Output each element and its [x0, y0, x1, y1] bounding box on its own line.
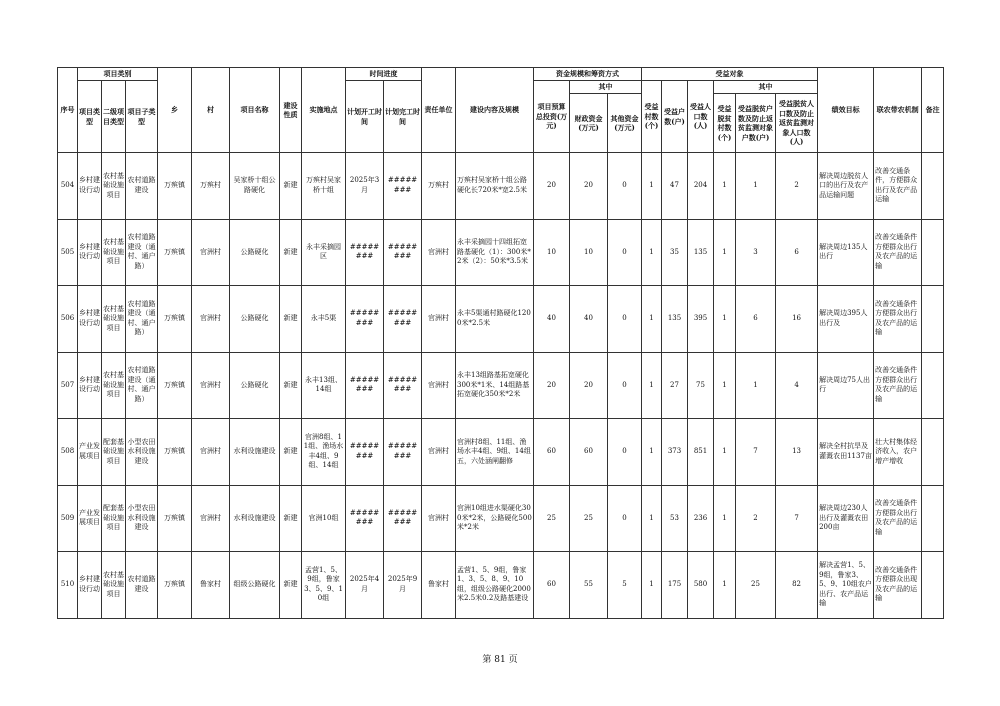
cell-project-name: 水利设施建设 — [230, 419, 280, 486]
cell-construction-nature: 新建 — [280, 552, 302, 619]
cell-village: 官洲村 — [192, 352, 230, 419]
cell-benefit-households: 27 — [662, 352, 688, 419]
cell-poor-households: 6 — [736, 286, 776, 353]
header-responsible-unit: 责任单位 — [422, 68, 456, 153]
cell-township: 万殡镇 — [158, 352, 192, 419]
cell-construction-nature: 新建 — [280, 352, 302, 419]
cell-project-name: 公路硬化 — [230, 286, 280, 353]
cell-benefit-households: 135 — [662, 286, 688, 353]
cell-second-level-type: 农村基础设施项目 — [102, 219, 126, 286]
cell-village: 万殡村 — [192, 153, 230, 220]
cell-subtype: 农村道路建设（通村、通户路） — [126, 219, 158, 286]
cell-poor-population: 82 — [776, 552, 818, 619]
cell-content-scale: 永丰采摘园十四组拓宽路基硬化（1）：300米*2米（2）：50米*3.5米 — [456, 219, 534, 286]
cell-fiscal-funds: 20 — [570, 153, 608, 220]
cell-total-budget: 60 — [534, 419, 570, 486]
cell-poor-villages: 1 — [714, 352, 736, 419]
cell-project-type: 乡村建设行动 — [78, 153, 102, 220]
cell-total-budget: 10 — [534, 219, 570, 286]
cell-benefit-villages: 1 — [642, 153, 662, 220]
table-row — [58, 419, 944, 486]
cell-benefit-population: 135 — [688, 219, 714, 286]
cell-planned-start: 2025年3月 — [346, 153, 384, 220]
header-total-budget: 项目预算总投资(万元) — [534, 81, 570, 153]
cell-second-level-type: 配套基础设施项目 — [102, 419, 126, 486]
cell-village: 官洲村 — [192, 286, 230, 353]
cell-fiscal-funds: 40 — [570, 286, 608, 353]
cell-other-funds: 0 — [608, 219, 642, 286]
cell-subtype: 小型农田水利设施建设 — [126, 419, 158, 486]
cell-responsible-unit: 官洲村 — [422, 485, 456, 552]
cell-seq: 508 — [58, 419, 78, 486]
header-funding-of-which: 其中 — [570, 81, 642, 94]
cell-remarks — [922, 485, 944, 552]
cell-poor-households: 25 — [736, 552, 776, 619]
cell-poor-households: 2 — [736, 485, 776, 552]
cell-planned-start: ######## — [346, 219, 384, 286]
header-farmer-mechanism: 联农带农机制 — [874, 68, 922, 153]
header-location: 实施地点 — [302, 68, 346, 153]
cell-responsible-unit: 官洲村 — [422, 419, 456, 486]
cell-construction-nature: 新建 — [280, 286, 302, 353]
cell-poor-households: 1 — [736, 352, 776, 419]
cell-performance-goal: 解决孟营1、5、9组，鲁家3、5、9、10组农户出行、农产品运输 — [818, 552, 874, 619]
cell-village: 官洲村 — [192, 219, 230, 286]
cell-planned-start: ######## — [346, 419, 384, 486]
cell-benefit-households: 175 — [662, 552, 688, 619]
header-poor-villages: 受益脱贫村数(个) — [714, 94, 736, 153]
cell-second-level-type: 配套基础设施项目 — [102, 485, 126, 552]
header-subtype: 项目子类型 — [126, 81, 158, 153]
cell-performance-goal: 解决周边135人出行 — [818, 219, 874, 286]
cell-location: 永丰采摘园区 — [302, 219, 346, 286]
cell-project-name: 公路硬化 — [230, 219, 280, 286]
cell-seq: 504 — [58, 153, 78, 220]
cell-other-funds: 0 — [608, 352, 642, 419]
project-table-sheet — [57, 67, 943, 619]
cell-location: 永丰5渠 — [302, 286, 346, 353]
cell-planned-start: ######## — [346, 485, 384, 552]
cell-second-level-type: 农村基础设施项目 — [102, 552, 126, 619]
cell-fiscal-funds: 20 — [570, 352, 608, 419]
cell-fiscal-funds: 10 — [570, 219, 608, 286]
cell-planned-finish: ######## — [384, 485, 422, 552]
header-benefit-population: 受益人口数(人) — [688, 81, 714, 153]
cell-seq: 509 — [58, 485, 78, 552]
cell-farmer-mechanism: 改善交通条件方便群众出行及农产品的运输 — [874, 485, 922, 552]
cell-construction-nature: 新建 — [280, 485, 302, 552]
cell-benefit-households: 53 — [662, 485, 688, 552]
cell-project-type: 产业发展项目 — [78, 419, 102, 486]
cell-subtype: 小型农田水利设施建设 — [126, 485, 158, 552]
header-beneficiaries: 受益对象 — [642, 68, 818, 81]
cell-poor-population: 13 — [776, 419, 818, 486]
header-remarks: 备注 — [922, 68, 944, 153]
header-project-category: 项目类别 — [78, 68, 158, 81]
cell-poor-households: 1 — [736, 153, 776, 220]
cell-content-scale: 永丰5渠通村路硬化1200米*2.5米 — [456, 286, 534, 353]
cell-poor-population: 7 — [776, 485, 818, 552]
cell-other-funds: 0 — [608, 153, 642, 220]
cell-benefit-population: 395 — [688, 286, 714, 353]
cell-project-name: 水利设施建设 — [230, 485, 280, 552]
cell-planned-start: 2025年4月 — [346, 552, 384, 619]
cell-planned-finish: 2025年9月 — [384, 552, 422, 619]
cell-farmer-mechanism: 改善交通条件方便群众出行及农产品的运输 — [874, 219, 922, 286]
cell-poor-villages: 1 — [714, 219, 736, 286]
cell-benefit-households: 47 — [662, 153, 688, 220]
cell-benefit-population: 580 — [688, 552, 714, 619]
header-construction-nature: 建设性质 — [280, 68, 302, 153]
cell-benefit-villages: 1 — [642, 485, 662, 552]
header-funding: 资金规模和筹资方式 — [534, 68, 642, 81]
cell-benefit-villages: 1 — [642, 219, 662, 286]
cell-planned-finish: ######## — [384, 419, 422, 486]
table-row — [58, 153, 944, 220]
cell-responsible-unit: 官洲村 — [422, 352, 456, 419]
cell-project-name: 吴家桥十组公路硬化 — [230, 153, 280, 220]
header-other-funds: 其他资金(万元) — [608, 94, 642, 153]
cell-fiscal-funds: 25 — [570, 485, 608, 552]
cell-poor-population: 4 — [776, 352, 818, 419]
cell-content-scale: 官洲10组进水渠硬化300米*2米，公路硬化500米*2米 — [456, 485, 534, 552]
cell-seq: 507 — [58, 352, 78, 419]
header-township: 乡 — [158, 68, 192, 153]
header-planned-finish: 计划完工时间 — [384, 81, 422, 153]
cell-project-type: 产业发展项目 — [78, 485, 102, 552]
cell-remarks — [922, 419, 944, 486]
cell-subtype: 农村道路建设 — [126, 153, 158, 220]
cell-second-level-type: 农村基础设施项目 — [102, 352, 126, 419]
cell-benefit-population: 851 — [688, 419, 714, 486]
cell-location: 官洲8组、11组、渔场水丰4组、9组、14组 — [302, 419, 346, 486]
cell-poor-households: 7 — [736, 419, 776, 486]
cell-location: 永丰13组、14组 — [302, 352, 346, 419]
cell-township: 万殡镇 — [158, 552, 192, 619]
cell-seq: 505 — [58, 219, 78, 286]
cell-poor-villages: 1 — [714, 153, 736, 220]
cell-performance-goal: 解决周边75人出行 — [818, 352, 874, 419]
cell-benefit-population: 236 — [688, 485, 714, 552]
cell-construction-nature: 新建 — [280, 419, 302, 486]
cell-project-name: 组级公路硬化 — [230, 552, 280, 619]
cell-seq: 510 — [58, 552, 78, 619]
header-project-name: 项目名称 — [230, 68, 280, 153]
cell-remarks — [922, 552, 944, 619]
cell-responsible-unit: 官洲村 — [422, 286, 456, 353]
table-row — [58, 352, 944, 419]
cell-benefit-population: 204 — [688, 153, 714, 220]
cell-project-type: 乡村建设行动 — [78, 552, 102, 619]
header-project-type: 项目类型 — [78, 81, 102, 153]
header-content-scale: 建设内容及规模 — [456, 68, 534, 153]
cell-benefit-villages: 1 — [642, 286, 662, 353]
cell-remarks — [922, 352, 944, 419]
cell-location: 官洲10组 — [302, 485, 346, 552]
table-row — [58, 552, 944, 619]
header-seq: 序号 — [58, 68, 78, 153]
cell-project-type: 乡村建设行动 — [78, 352, 102, 419]
table-row — [58, 286, 944, 353]
cell-construction-nature: 新建 — [280, 153, 302, 220]
cell-village: 鲁家村 — [192, 552, 230, 619]
cell-township: 万殡镇 — [158, 419, 192, 486]
cell-fiscal-funds: 60 — [570, 419, 608, 486]
header-poor-households: 受益脱贫户数及防止返贫监测对象户数(户) — [736, 94, 776, 153]
cell-farmer-mechanism: 改善交通条件方便群众出行及农产品的运输 — [874, 352, 922, 419]
cell-responsible-unit: 万殡村 — [422, 153, 456, 220]
cell-township: 万殡镇 — [158, 286, 192, 353]
cell-township: 万殡镇 — [158, 153, 192, 220]
cell-responsible-unit: 官洲村 — [422, 219, 456, 286]
cell-content-scale: 永丰13组路基拓宽硬化300米*1米、14组路基拓宽硬化350米*2米 — [456, 352, 534, 419]
cell-village: 官洲村 — [192, 485, 230, 552]
cell-total-budget: 20 — [534, 153, 570, 220]
cell-responsible-unit: 鲁家村 — [422, 552, 456, 619]
cell-benefit-population: 75 — [688, 352, 714, 419]
cell-benefit-villages: 1 — [642, 552, 662, 619]
cell-content-scale: 万殡村吴家桥十组公路硬化长720米*宽2.5米 — [456, 153, 534, 220]
header-planned-start: 计划开工时间 — [346, 81, 384, 153]
cell-performance-goal: 解决周边230人出行及灌溉农田200亩 — [818, 485, 874, 552]
page-number: 第 81 页 — [482, 655, 518, 665]
cell-seq: 506 — [58, 286, 78, 353]
cell-performance-goal: 解决周边脱贫人口的出行及农产品运输问题 — [818, 153, 874, 220]
cell-other-funds: 0 — [608, 485, 642, 552]
cell-poor-villages: 1 — [714, 419, 736, 486]
cell-benefit-villages: 1 — [642, 352, 662, 419]
header-benefit-villages: 受益村数(个) — [642, 81, 662, 153]
cell-remarks — [922, 286, 944, 353]
cell-content-scale: 孟营1、5、9组，鲁家1、3、5、8、9、10组，组级公路硬化2000米2.5米0.2及路基建设 — [456, 552, 534, 619]
header-fiscal-funds: 财政资金(万元) — [570, 94, 608, 153]
table-row — [58, 219, 944, 286]
cell-planned-finish: ######## — [384, 153, 422, 220]
cell-planned-finish: ######## — [384, 286, 422, 353]
cell-total-budget: 60 — [534, 552, 570, 619]
cell-total-budget: 25 — [534, 485, 570, 552]
cell-fiscal-funds: 55 — [570, 552, 608, 619]
cell-planned-start: ######## — [346, 352, 384, 419]
cell-poor-households: 3 — [736, 219, 776, 286]
cell-township: 万殡镇 — [158, 219, 192, 286]
cell-project-type: 乡村建设行动 — [78, 219, 102, 286]
cell-project-type: 乡村建设行动 — [78, 286, 102, 353]
cell-poor-population: 16 — [776, 286, 818, 353]
cell-farmer-mechanism: 改善交通条件，方便群众出行及农产品运输 — [874, 153, 922, 220]
cell-content-scale: 官洲村8组、11组、渔场水丰4组、9组、14组五，六处涵闸翻修 — [456, 419, 534, 486]
project-table — [57, 67, 944, 619]
header-benefit-households: 受益户数(户) — [662, 81, 688, 153]
cell-performance-goal: 解决全村抗旱及灌溉农田1137亩 — [818, 419, 874, 486]
cell-poor-population: 6 — [776, 219, 818, 286]
cell-township: 万殡镇 — [158, 485, 192, 552]
cell-poor-villages: 1 — [714, 485, 736, 552]
cell-subtype: 农村道路建设（通村、通户路） — [126, 286, 158, 353]
cell-subtype: 农村道路建设（通村、通户路） — [126, 352, 158, 419]
cell-project-name: 公路硬化 — [230, 352, 280, 419]
cell-total-budget: 20 — [534, 352, 570, 419]
cell-benefit-households: 373 — [662, 419, 688, 486]
cell-location: 万殡村吴家桥十组 — [302, 153, 346, 220]
cell-subtype: 农村道路建设 — [126, 552, 158, 619]
cell-performance-goal: 解决周边395人出行及 — [818, 286, 874, 353]
table-row — [58, 485, 944, 552]
cell-construction-nature: 新建 — [280, 219, 302, 286]
header-beneficiaries-of-which: 其中 — [714, 81, 818, 94]
cell-other-funds: 5 — [608, 552, 642, 619]
header-performance-goal: 绩效目标 — [818, 68, 874, 153]
cell-total-budget: 40 — [534, 286, 570, 353]
cell-poor-villages: 1 — [714, 286, 736, 353]
cell-farmer-mechanism: 改善交通条件方便群众出现及农产品的运输 — [874, 552, 922, 619]
cell-remarks — [922, 219, 944, 286]
header-village: 村 — [192, 68, 230, 153]
cell-village: 官洲村 — [192, 419, 230, 486]
header-second-level-type: 二级项目类型 — [102, 81, 126, 153]
cell-planned-start: ######## — [346, 286, 384, 353]
cell-second-level-type: 农村基础设施项目 — [102, 286, 126, 353]
cell-remarks — [922, 153, 944, 220]
cell-other-funds: 0 — [608, 286, 642, 353]
table-body — [58, 153, 944, 619]
cell-planned-finish: ######## — [384, 219, 422, 286]
cell-planned-finish: ######## — [384, 352, 422, 419]
cell-second-level-type: 农村基础设施项目 — [102, 153, 126, 220]
cell-poor-population: 2 — [776, 153, 818, 220]
cell-benefit-households: 35 — [662, 219, 688, 286]
header-schedule: 时间进度 — [346, 68, 422, 81]
cell-location: 孟营1、5、9组，鲁家3、5、9、10组 — [302, 552, 346, 619]
cell-benefit-villages: 1 — [642, 419, 662, 486]
cell-farmer-mechanism: 改善交通条件方便群众出行及农产品的运输 — [874, 286, 922, 353]
cell-poor-villages: 1 — [714, 552, 736, 619]
cell-other-funds: 0 — [608, 419, 642, 486]
header-poor-population: 受益脱贫人口数及防止返贫监测对象人口数(人) — [776, 94, 818, 153]
cell-farmer-mechanism: 壮大村集体经济收入，农户增产增收 — [874, 419, 922, 486]
